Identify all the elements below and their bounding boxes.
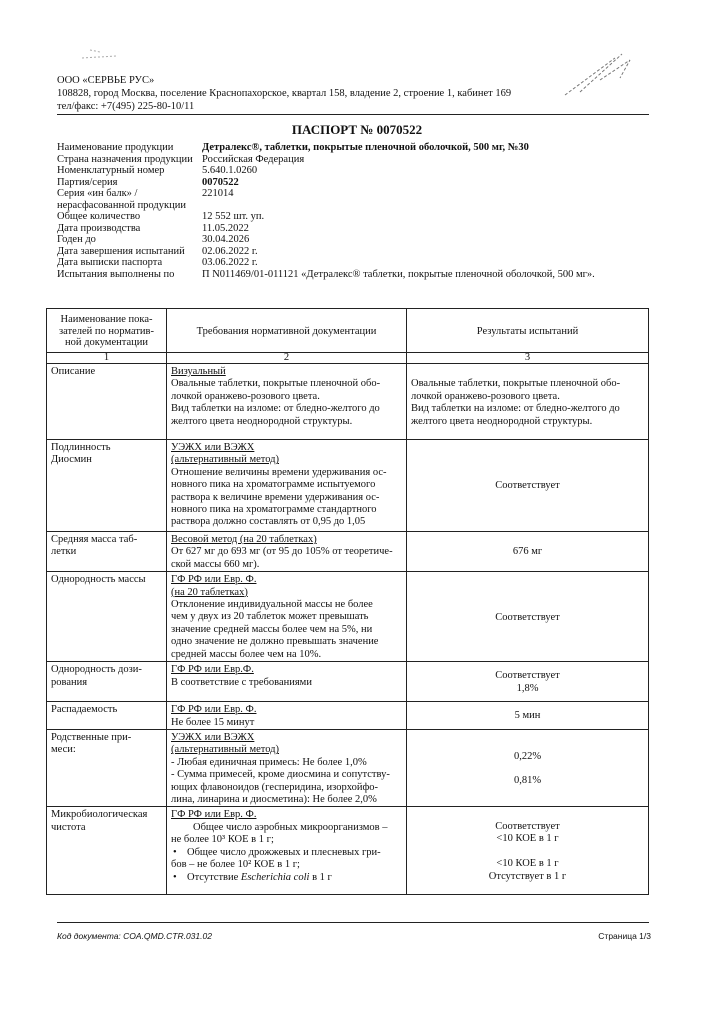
indicator-name-cell <box>47 572 167 662</box>
column-number: 1 <box>47 353 167 364</box>
page-number: Страница 1/3 <box>598 931 651 941</box>
info-value: 30.04.2026 <box>202 234 250 245</box>
result-line: желтого цвета неоднородной структуры. <box>411 415 593 427</box>
result-line: 676 мг <box>512 546 543 558</box>
info-label: Дата завершения испытаний <box>57 245 185 257</box>
result-line: 5 мин <box>514 710 541 722</box>
indicator-name-line: чистота <box>51 821 86 833</box>
requirement-line: средней массы более чем на 10%. <box>171 648 322 660</box>
stamp-mark <box>80 44 120 64</box>
info-row <box>57 165 595 177</box>
requirement-line: Общее число аэробных микроорганизмов – <box>193 821 388 833</box>
info-value: 12 552 шт. уп. <box>202 211 265 222</box>
method-label: Весовой метод (на 20 таблетках) <box>171 534 317 545</box>
indicator-name-cell <box>47 807 167 895</box>
column-header-line: зателей по норматив- <box>58 325 154 337</box>
indicator-name-line: Средняя масса таб- <box>51 534 138 545</box>
result-line: <10 КОЕ в 1 г <box>496 833 559 845</box>
indicator-name-line: Распадаемость <box>51 704 118 716</box>
result-line: лочкой оранжево-розового цвета. <box>411 390 560 402</box>
table-row <box>47 702 649 730</box>
result-line: Отсутствует в 1 г <box>488 870 567 882</box>
requirement-line: чем у двух из 20 таблеток может превышать <box>171 611 369 623</box>
method-label: УЭЖХ или ВЭЖХ <box>171 442 255 453</box>
info-value: 02.06.2022 г. <box>202 245 258 257</box>
requirement-line: Вид таблетки на изломе: от бледно-желтого до <box>171 403 380 415</box>
table-row <box>47 532 649 572</box>
info-value: 0070522 <box>202 176 239 188</box>
column-number-row <box>47 353 649 364</box>
info-row <box>57 211 595 223</box>
method-label: ГФ РФ или Евр. Ф. <box>171 574 257 586</box>
requirement-line: • Общее число дрожжевых и плесневых гри- <box>171 847 402 859</box>
info-row <box>57 269 595 281</box>
info-value: 11.05.2022 <box>202 222 249 234</box>
table-row <box>47 572 649 662</box>
result-line <box>411 763 644 775</box>
table-row <box>47 440 649 532</box>
indicator-name-line: Однородность массы <box>51 574 146 586</box>
result-cell <box>407 532 649 572</box>
result-cell <box>407 702 649 730</box>
indicator-name-line: летки <box>51 546 77 558</box>
method-label: УЭЖХ или ВЭЖХ <box>171 732 255 744</box>
requirement-line: не более 10³ КОЕ в 1 г; <box>171 834 274 846</box>
result-cell <box>407 572 649 662</box>
requirement-line: раствора должно составлять от 0,95 до 1,05 <box>171 516 366 528</box>
info-label: Общее количество <box>57 211 141 222</box>
info-value: Российская Федерация <box>202 153 305 165</box>
method-label: ГФ РФ или Евр. Ф. <box>171 809 257 821</box>
info-row <box>57 142 595 154</box>
column-header-line: Наименование пока- <box>60 313 153 325</box>
indicator-name-cell <box>47 532 167 572</box>
table-row <box>47 807 649 895</box>
requirement-line: бов – не более 10² КОЕ в 1 г; <box>171 859 300 871</box>
test-results-table <box>46 308 649 895</box>
requirement-cell <box>167 364 407 440</box>
company-phone: тел/факс: +7(495) 225-80-10/11 <box>57 101 195 112</box>
method-label: ГФ РФ или Евр. Ф. <box>171 704 257 716</box>
page-title: ПАСПОРТ № 0070522 <box>291 122 423 137</box>
indicator-name-line: Микробиологическая <box>51 809 148 821</box>
result-line: Соответствует <box>495 611 560 623</box>
requirement-line: ской массы 660 мг). <box>171 558 260 570</box>
column-header <box>47 309 167 353</box>
requirement-cell <box>167 532 407 572</box>
requirement-line: желтого цвета неоднородной структуры. <box>171 415 353 427</box>
method-label: ГФ РФ или Евр.Ф. <box>171 664 254 676</box>
info-label: Страна назначения продукции <box>57 153 193 165</box>
column-header <box>407 309 649 353</box>
requirement-line: раствора к величине времени удерживания ос- <box>171 491 380 503</box>
info-label: Дата выписки паспорта <box>57 257 163 268</box>
result-line: 0,81% <box>513 775 542 787</box>
table-row <box>47 662 649 702</box>
indicator-name-line: рования <box>51 676 88 688</box>
info-value: 221014 <box>202 188 234 199</box>
result-line <box>411 366 644 378</box>
requirement-cell <box>167 730 407 807</box>
requirement-cell <box>167 572 407 662</box>
signature-mark <box>560 50 650 100</box>
indicator-name-line: Подлинность <box>51 442 111 453</box>
result-cell <box>407 662 649 702</box>
info-value: 03.06.2022 г. <box>202 257 258 268</box>
company-name: ООО «СЕРВЬЕ РУС» <box>57 75 155 86</box>
table-row <box>47 730 649 807</box>
result-line: Соответствует <box>495 820 560 832</box>
info-row <box>57 177 595 189</box>
info-row <box>57 154 595 166</box>
result-line: <10 КОЕ в 1 г <box>496 858 559 870</box>
footer-divider <box>57 922 649 923</box>
requirement-line: Овальные таблетки, покрытые пленочной обо- <box>171 378 381 390</box>
header-divider <box>57 114 649 115</box>
indicator-name-cell <box>47 730 167 807</box>
table-row <box>47 364 649 440</box>
info-label: Дата производства <box>57 222 141 234</box>
document-code: Код документа: COA.QMD.CTR.031.02 <box>57 931 212 941</box>
indicator-name-cell <box>47 364 167 440</box>
indicator-name-line: Родственные при- <box>51 732 132 744</box>
result-line: Вид таблетки на изломе: от бледно-желтого до <box>411 403 620 415</box>
product-info <box>57 142 595 280</box>
indicator-name-line: меси: <box>51 744 76 756</box>
requirement-line: значение средней массы более чем на 5%, ни <box>171 623 373 635</box>
info-row <box>57 223 595 235</box>
requirement-line: новного пика на хроматограмме стандартного <box>171 504 377 516</box>
result-cell <box>407 730 649 807</box>
indicator-name-cell <box>47 662 167 702</box>
result-line <box>411 846 644 858</box>
column-header-line: Результаты испытаний <box>476 325 579 337</box>
result-line: 0,22% <box>513 750 542 762</box>
info-label: Серия «ин балк» / <box>57 188 138 199</box>
info-label: Номенклатурный номер <box>57 165 165 176</box>
info-row <box>57 257 595 269</box>
column-header-line: Требования нормативной документации <box>196 325 377 337</box>
company-block <box>57 74 511 113</box>
info-label: нерасфасованной продукции <box>57 199 186 211</box>
column-header-line: ной документации <box>65 337 148 349</box>
method-label: (на 20 таблетках) <box>171 586 248 598</box>
method-label: (альтернативный метод) <box>171 744 280 756</box>
requirement-line: - Сумма примесей, кроме диосмина и сопутству- <box>171 769 390 781</box>
requirement-cell <box>167 440 407 532</box>
method-label: Визуальный <box>171 366 226 377</box>
indicator-name-cell <box>47 440 167 532</box>
requirement-line: Отклонение индивидуальной массы не более <box>171 599 373 611</box>
info-value: П N011469/01-011121 «Детралекс® таблетки, покрытые пленочной оболочкой, 500 мг». <box>202 268 595 280</box>
requirement-cell <box>167 702 407 730</box>
requirement-line: ющих флавоноидов (гесперидина, изорхойфо- <box>171 781 379 793</box>
info-label: Испытания выполнены по <box>57 268 175 280</box>
indicator-name-line: Описание <box>51 366 96 377</box>
info-row <box>57 188 595 200</box>
requirement-cell <box>167 662 407 702</box>
result-line: 1,8% <box>516 682 539 694</box>
requirement-line: В соответствие с требованиями <box>171 676 312 688</box>
result-cell <box>407 440 649 532</box>
result-line: Овальные таблетки, покрытые пленочной обо- <box>411 378 621 390</box>
info-row <box>57 234 595 246</box>
column-number: 3 <box>407 353 649 364</box>
info-label: Наименование продукции <box>57 142 174 153</box>
info-label: Партия/серия <box>57 176 118 188</box>
table-header-row <box>47 309 649 353</box>
indicator-name-line: Диосмин <box>51 454 92 466</box>
method-label: (альтернативный метод) <box>171 454 280 466</box>
result-line: Соответствует <box>495 670 560 682</box>
result-line: Соответствует <box>495 480 560 492</box>
column-number: 2 <box>167 353 407 364</box>
requirement-line: - Любая единичная примесь: Не более 1,0% <box>171 756 367 768</box>
info-value: Детралекс®, таблетки, покрытые пленочной оболочкой, 500 мг, №30 <box>202 142 529 153</box>
info-row <box>57 200 595 212</box>
indicator-name-line: Однородность дози- <box>51 664 142 676</box>
column-header <box>167 309 407 353</box>
result-cell <box>407 807 649 895</box>
requirement-cell <box>167 807 407 895</box>
requirement-line: лочкой оранжево-розового цвета. <box>171 390 320 402</box>
requirement-line: От 627 мг до 693 мг (от 95 до 105% от теоретиче- <box>171 546 393 558</box>
requirement-line: • Отсутствие Escherichia coli в 1 г <box>171 872 402 884</box>
requirement-line: новного пика на хроматограмме испытуемого <box>171 479 376 491</box>
requirement-line: Не более 15 минут <box>171 716 255 728</box>
requirement-line: одно значение не должно превышать значение <box>171 636 379 648</box>
info-row <box>57 246 595 258</box>
requirement-line: Отношение величины времени удерживания ос- <box>171 466 387 478</box>
company-address: 108828, город Москва, поселение Краснопахорское, квартал 158, владение 2, строение 1, кабинет 169 <box>57 88 512 99</box>
requirement-line: лина, линарина и диосметина): Не более 2,0% <box>171 794 377 806</box>
info-label: Годен до <box>57 234 96 245</box>
info-value: 5.640.1.0260 <box>202 165 258 176</box>
indicator-name-cell <box>47 702 167 730</box>
result-cell <box>407 364 649 440</box>
